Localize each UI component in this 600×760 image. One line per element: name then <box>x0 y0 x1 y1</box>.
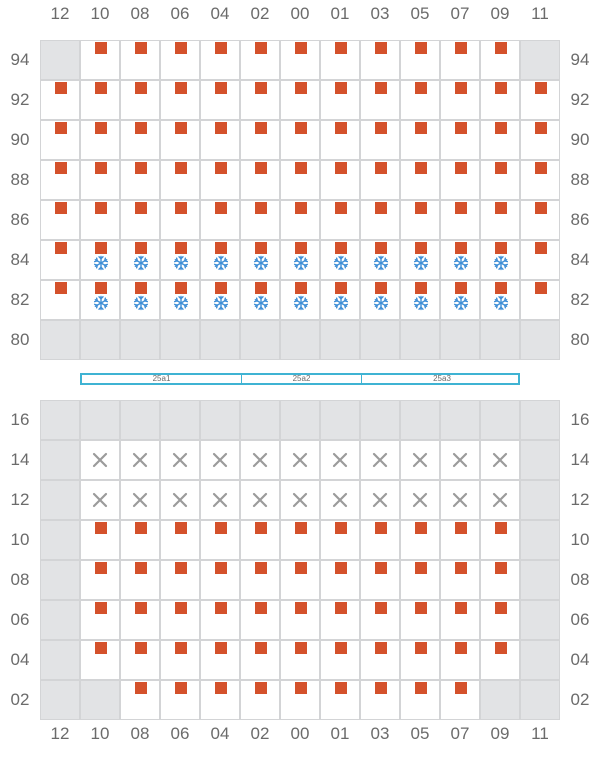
container-marker <box>535 242 547 254</box>
container-marker <box>535 282 547 294</box>
x-mark-icon <box>252 492 268 508</box>
top-column-label: 09 <box>490 4 510 23</box>
container-marker <box>455 42 467 54</box>
unavailable-slot <box>240 400 280 440</box>
unavailable-slot <box>520 400 560 440</box>
container-marker <box>135 562 147 574</box>
container-marker <box>455 562 467 574</box>
container-marker <box>215 162 227 174</box>
top-column-label: 04 <box>210 4 230 23</box>
container-marker <box>215 682 227 694</box>
x-mark-icon <box>212 492 228 508</box>
unavailable-slot <box>520 600 560 640</box>
unavailable-slot <box>80 320 120 360</box>
container-marker <box>335 202 347 214</box>
container-marker <box>415 122 427 134</box>
upper-row-label-left: 84 <box>10 250 30 269</box>
lower-row-label-right: 12 <box>570 490 590 509</box>
hatch-cover-label: 25a2 <box>292 374 311 383</box>
unavailable-slot <box>280 400 320 440</box>
snowflake-icon <box>373 255 389 271</box>
unavailable-slot <box>200 320 240 360</box>
unavailable-slot <box>520 40 560 80</box>
container-marker <box>495 642 507 654</box>
container-marker <box>335 242 347 254</box>
container-marker <box>375 122 387 134</box>
x-mark-icon <box>372 452 388 468</box>
container-marker <box>535 202 547 214</box>
container-marker <box>455 682 467 694</box>
lower-row-label-left: 08 <box>10 570 30 589</box>
container-marker <box>335 42 347 54</box>
snowflake-icon <box>493 255 509 271</box>
container-marker <box>55 82 67 94</box>
unavailable-slot <box>200 400 240 440</box>
container-marker <box>255 282 267 294</box>
unavailable-slot <box>80 400 120 440</box>
container-marker <box>375 202 387 214</box>
x-mark-icon <box>452 492 468 508</box>
unavailable-slot <box>240 320 280 360</box>
hatch-cover-segment[interactable] <box>362 375 522 383</box>
container-marker <box>175 282 187 294</box>
upper-row-label-right: 90 <box>570 130 590 149</box>
unavailable-slot <box>40 520 80 560</box>
bottom-column-label: 10 <box>90 724 110 743</box>
lower-row-label-left: 06 <box>10 610 30 629</box>
container-marker <box>135 522 147 534</box>
container-marker <box>335 602 347 614</box>
lower-row-label-right: 06 <box>570 610 590 629</box>
unavailable-slot <box>520 480 560 520</box>
x-mark-icon <box>172 492 188 508</box>
container-marker <box>335 82 347 94</box>
container-marker <box>455 642 467 654</box>
bottom-column-label: 06 <box>170 724 190 743</box>
lower-row-label-right: 02 <box>570 690 590 709</box>
container-marker <box>415 522 427 534</box>
unavailable-slot <box>480 320 520 360</box>
container-marker <box>55 202 67 214</box>
container-marker <box>215 522 227 534</box>
lower-row-label-left: 10 <box>10 530 30 549</box>
container-marker <box>175 562 187 574</box>
snowflake-icon <box>493 295 509 311</box>
unavailable-slot <box>320 400 360 440</box>
snowflake-icon <box>293 295 309 311</box>
container-marker <box>375 162 387 174</box>
container-marker <box>415 602 427 614</box>
hatch-cover-label: 25a3 <box>433 374 451 383</box>
upper-row-label-left: 80 <box>10 330 30 349</box>
bottom-column-label: 07 <box>450 724 470 743</box>
unavailable-slot <box>520 520 560 560</box>
container-marker <box>415 642 427 654</box>
container-marker <box>55 122 67 134</box>
container-marker <box>175 642 187 654</box>
container-marker <box>135 82 147 94</box>
container-marker <box>255 42 267 54</box>
container-marker <box>255 602 267 614</box>
container-marker <box>375 682 387 694</box>
lower-row-label-right: 08 <box>570 570 590 589</box>
unavailable-slot <box>520 680 560 720</box>
unavailable-slot <box>40 400 80 440</box>
container-marker <box>495 162 507 174</box>
container-marker <box>535 82 547 94</box>
container-marker <box>215 242 227 254</box>
lower-row-label-left: 12 <box>10 490 30 509</box>
container-marker <box>295 642 307 654</box>
container-marker <box>455 162 467 174</box>
container-marker <box>215 42 227 54</box>
container-marker <box>455 242 467 254</box>
container-marker <box>415 42 427 54</box>
container-marker <box>95 42 107 54</box>
container-marker <box>95 602 107 614</box>
top-column-label: 06 <box>170 4 190 23</box>
upper-row-label-left: 92 <box>10 90 30 109</box>
snowflake-icon <box>133 255 149 271</box>
container-marker <box>135 122 147 134</box>
container-marker <box>175 682 187 694</box>
container-marker <box>55 242 67 254</box>
upper-row-label-right: 82 <box>570 290 590 309</box>
container-marker <box>295 82 307 94</box>
x-mark-icon <box>292 492 308 508</box>
container-marker <box>495 202 507 214</box>
top-column-label: 01 <box>330 4 350 23</box>
container-marker <box>175 522 187 534</box>
container-marker <box>295 602 307 614</box>
container-marker <box>135 682 147 694</box>
container-marker <box>455 282 467 294</box>
container-marker <box>295 42 307 54</box>
upper-row-label-left: 88 <box>10 170 30 189</box>
container-marker <box>375 82 387 94</box>
container-marker <box>455 122 467 134</box>
container-marker <box>95 122 107 134</box>
x-mark-icon <box>252 452 268 468</box>
container-marker <box>215 282 227 294</box>
upper-row-label-right: 84 <box>570 250 590 269</box>
unavailable-slot <box>520 560 560 600</box>
x-mark-icon <box>292 452 308 468</box>
container-marker <box>255 562 267 574</box>
container-marker <box>295 282 307 294</box>
unavailable-slot <box>80 680 120 720</box>
x-mark-icon <box>92 452 108 468</box>
bottom-column-label: 02 <box>250 724 270 743</box>
container-marker <box>375 602 387 614</box>
container-marker <box>415 162 427 174</box>
container-marker <box>215 602 227 614</box>
snowflake-icon <box>373 295 389 311</box>
container-marker <box>95 522 107 534</box>
lower-row-label-right: 14 <box>570 450 590 469</box>
container-marker <box>495 122 507 134</box>
top-column-label: 00 <box>290 4 310 23</box>
container-marker <box>215 122 227 134</box>
snowflake-icon <box>333 255 349 271</box>
top-column-label: 03 <box>370 4 390 23</box>
container-marker <box>175 602 187 614</box>
unavailable-slot <box>40 560 80 600</box>
container-marker <box>455 602 467 614</box>
upper-row-label-right: 92 <box>570 90 590 109</box>
container-marker <box>375 642 387 654</box>
container-marker <box>95 642 107 654</box>
container-marker <box>95 282 107 294</box>
x-mark-icon <box>332 492 348 508</box>
container-marker <box>175 42 187 54</box>
container-marker <box>255 122 267 134</box>
bottom-column-label: 00 <box>290 724 310 743</box>
container-marker <box>495 42 507 54</box>
container-marker <box>415 202 427 214</box>
unavailable-slot <box>400 400 440 440</box>
upper-row-label-right: 88 <box>570 170 590 189</box>
container-marker <box>495 562 507 574</box>
container-marker <box>55 282 67 294</box>
upper-row-label-left: 90 <box>10 130 30 149</box>
unavailable-slot <box>40 440 80 480</box>
container-marker <box>455 202 467 214</box>
container-marker <box>295 562 307 574</box>
container-marker <box>255 82 267 94</box>
upper-row-label-left: 86 <box>10 210 30 229</box>
snowflake-icon <box>293 255 309 271</box>
container-marker <box>135 602 147 614</box>
container-marker <box>255 202 267 214</box>
container-marker <box>255 642 267 654</box>
lower-row-label-left: 16 <box>10 410 30 429</box>
container-marker <box>95 202 107 214</box>
bottom-column-label: 01 <box>330 724 350 743</box>
container-marker <box>375 282 387 294</box>
upper-row-label-right: 86 <box>570 210 590 229</box>
container-marker <box>55 162 67 174</box>
unavailable-slot <box>120 400 160 440</box>
hatch-cover-bar <box>80 373 520 385</box>
top-column-label: 07 <box>450 4 470 23</box>
container-marker <box>375 42 387 54</box>
unavailable-slot <box>280 320 320 360</box>
container-marker <box>335 522 347 534</box>
upper-row-label-left: 94 <box>10 50 30 69</box>
container-marker <box>335 162 347 174</box>
container-marker <box>135 282 147 294</box>
container-marker <box>455 82 467 94</box>
bottom-column-label: 03 <box>370 724 390 743</box>
snowflake-icon <box>93 295 109 311</box>
bottom-column-label: 11 <box>531 724 549 743</box>
snowflake-icon <box>93 255 109 271</box>
x-mark-icon <box>212 452 228 468</box>
lower-row-label-left: 02 <box>10 690 30 709</box>
x-mark-icon <box>372 492 388 508</box>
top-column-label: 11 <box>531 4 549 23</box>
container-marker <box>295 162 307 174</box>
unavailable-slot <box>40 480 80 520</box>
snowflake-icon <box>253 255 269 271</box>
container-marker <box>335 122 347 134</box>
hatch-cover-segment[interactable] <box>242 375 362 383</box>
hatch-cover-label: 25a1 <box>152 374 171 383</box>
container-marker <box>495 522 507 534</box>
unavailable-slot <box>520 320 560 360</box>
container-marker <box>95 162 107 174</box>
top-column-label: 02 <box>250 4 270 23</box>
container-marker <box>415 242 427 254</box>
container-marker <box>95 562 107 574</box>
snowflake-icon <box>173 255 189 271</box>
container-marker <box>295 122 307 134</box>
unavailable-slot <box>480 400 520 440</box>
bottom-column-label: 08 <box>130 724 150 743</box>
x-mark-icon <box>412 492 428 508</box>
top-column-label: 08 <box>130 4 150 23</box>
lower-row-label-left: 14 <box>10 450 30 469</box>
top-column-label: 12 <box>50 4 70 23</box>
container-marker <box>215 562 227 574</box>
snowflake-icon <box>173 295 189 311</box>
upper-row-label-left: 82 <box>10 290 30 309</box>
container-marker <box>335 562 347 574</box>
container-marker <box>175 242 187 254</box>
x-mark-icon <box>492 452 508 468</box>
unavailable-slot <box>400 320 440 360</box>
container-marker <box>375 242 387 254</box>
container-marker <box>415 282 427 294</box>
container-marker <box>495 282 507 294</box>
container-marker <box>295 522 307 534</box>
upper-row-label-right: 94 <box>570 50 590 69</box>
snowflake-icon <box>453 295 469 311</box>
top-column-label: 10 <box>90 4 110 23</box>
bottom-column-label: 04 <box>210 724 230 743</box>
container-marker <box>175 162 187 174</box>
snowflake-icon <box>213 295 229 311</box>
container-marker <box>215 82 227 94</box>
container-marker <box>255 682 267 694</box>
container-marker <box>215 202 227 214</box>
container-marker <box>335 682 347 694</box>
unavailable-slot <box>160 320 200 360</box>
x-mark-icon <box>412 452 428 468</box>
unavailable-slot <box>160 400 200 440</box>
x-mark-icon <box>132 492 148 508</box>
unavailable-slot <box>520 640 560 680</box>
container-marker <box>295 682 307 694</box>
x-mark-icon <box>452 452 468 468</box>
container-marker <box>455 522 467 534</box>
top-column-label: 05 <box>410 4 430 23</box>
container-marker <box>535 162 547 174</box>
x-mark-icon <box>132 452 148 468</box>
lower-row-label-right: 16 <box>570 410 590 429</box>
x-mark-icon <box>172 452 188 468</box>
bottom-column-label: 12 <box>50 724 70 743</box>
container-marker <box>415 682 427 694</box>
container-marker <box>335 282 347 294</box>
x-mark-icon <box>92 492 108 508</box>
unavailable-slot <box>40 680 80 720</box>
unavailable-slot <box>40 320 80 360</box>
unavailable-slot <box>360 400 400 440</box>
container-marker <box>255 162 267 174</box>
bottom-column-label: 09 <box>490 724 510 743</box>
container-marker <box>255 522 267 534</box>
container-marker <box>295 242 307 254</box>
snowflake-icon <box>253 295 269 311</box>
snowflake-icon <box>213 255 229 271</box>
container-marker <box>95 242 107 254</box>
snowflake-icon <box>133 295 149 311</box>
container-marker <box>415 82 427 94</box>
container-marker <box>375 562 387 574</box>
bottom-column-label: 05 <box>410 724 430 743</box>
container-marker <box>135 642 147 654</box>
unavailable-slot <box>360 320 400 360</box>
hatch-cover-segment[interactable] <box>82 375 242 383</box>
container-marker <box>135 242 147 254</box>
snowflake-icon <box>413 295 429 311</box>
container-marker <box>135 162 147 174</box>
container-marker <box>415 562 427 574</box>
container-marker <box>175 122 187 134</box>
unavailable-slot <box>440 400 480 440</box>
container-marker <box>175 82 187 94</box>
container-marker <box>215 642 227 654</box>
unavailable-slot <box>40 640 80 680</box>
container-marker <box>175 202 187 214</box>
unavailable-slot <box>320 320 360 360</box>
container-marker <box>295 202 307 214</box>
unavailable-slot <box>480 680 520 720</box>
container-marker <box>135 202 147 214</box>
snowflake-icon <box>333 295 349 311</box>
x-mark-icon <box>332 452 348 468</box>
container-marker <box>135 42 147 54</box>
container-marker <box>495 242 507 254</box>
container-marker <box>335 642 347 654</box>
unavailable-slot <box>440 320 480 360</box>
unavailable-slot <box>520 440 560 480</box>
container-marker <box>535 122 547 134</box>
unavailable-slot <box>40 40 80 80</box>
lower-row-label-left: 04 <box>10 650 30 669</box>
container-marker <box>375 522 387 534</box>
upper-row-label-right: 80 <box>570 330 590 349</box>
lower-row-label-right: 04 <box>570 650 590 669</box>
container-marker <box>95 82 107 94</box>
lower-row-label-right: 10 <box>570 530 590 549</box>
x-mark-icon <box>492 492 508 508</box>
container-marker <box>495 602 507 614</box>
unavailable-slot <box>40 600 80 640</box>
snowflake-icon <box>453 255 469 271</box>
snowflake-icon <box>413 255 429 271</box>
container-marker <box>255 242 267 254</box>
container-marker <box>495 82 507 94</box>
unavailable-slot <box>120 320 160 360</box>
